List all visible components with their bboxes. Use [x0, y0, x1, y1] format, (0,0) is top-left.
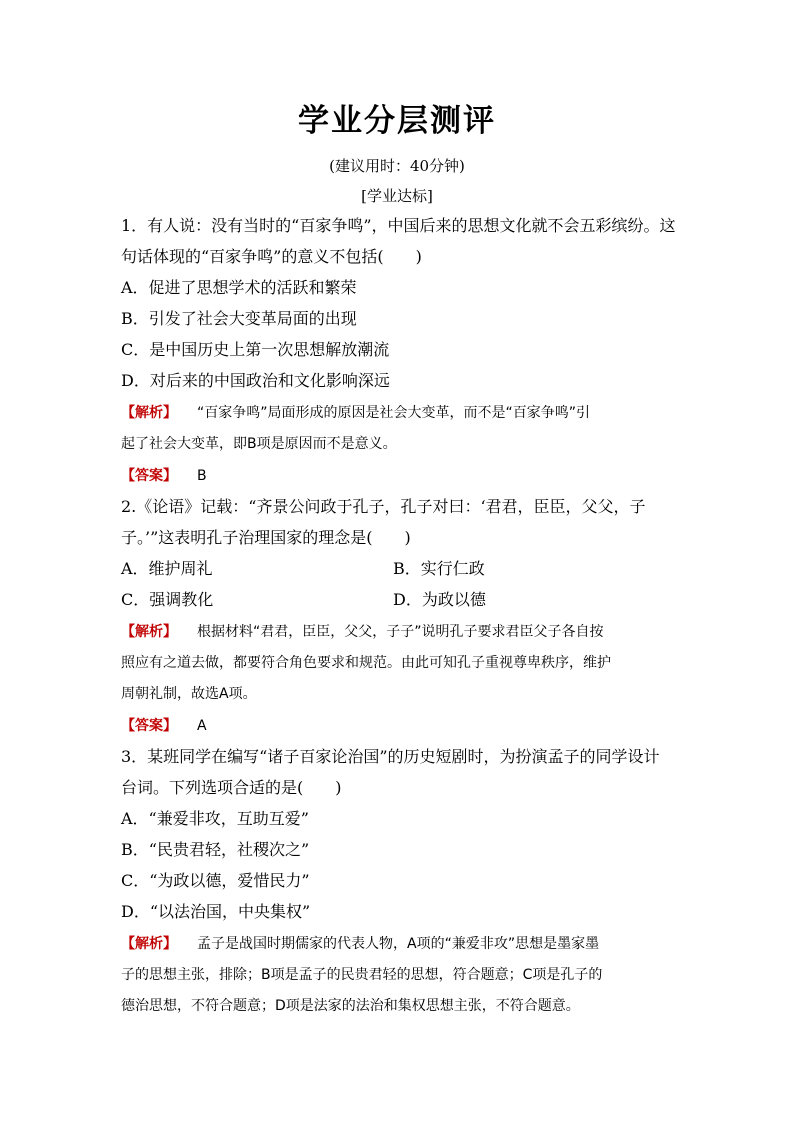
q2-stem-line1: 2.《论语》记载：“齐景公问政于孔子，孔子对曰：‘君君，臣臣，父父，子 [121, 497, 646, 516]
q1-analysis-line2: 起了社会大变革，即B项是原因而不是意义。 [121, 436, 397, 452]
q2-option-d: D．为政以德 [393, 590, 486, 609]
q2-analysis-line1 [121, 621, 604, 643]
q1-analysis-line1 [121, 402, 590, 424]
q2-option-b: B．实行仁政 [393, 559, 485, 578]
q1-answer [121, 465, 207, 487]
q3-option-c: C．“为政以德，爱惜民力” [121, 871, 310, 890]
q2-answer [121, 715, 207, 737]
q2-option-c: C．强调教化 [121, 590, 214, 609]
q1-analysis-text1: “百家争鸣”局面形成的原因是社会大变革，而不是“百家争鸣”引 [197, 405, 591, 421]
page-title: 学业分层测评 [298, 103, 496, 139]
q3-analysis-line3: 德治思想，不符合题意；D项是法家的法治和集权思想主张，不符合题意。 [121, 998, 580, 1014]
q2-answer-value: A [197, 718, 207, 734]
q3-analysis-line2: 子的思想主张，排除；B项是孟子的民贵君轻的思想，符合题意；C项是孔子的 [121, 967, 603, 983]
analysis-tag: 【解析】 [121, 405, 177, 421]
q3-analysis-text1: 孟子是战国时期儒家的代表人物，A项的“兼爱非攻”思想是墨家墨 [197, 936, 600, 952]
q2-analysis-line2: 照应有之道去做，都要符合角色要求和规范。由此可知孔子重视尊卑秩序，维护 [121, 655, 611, 671]
section-heading: [学业达标] [361, 187, 433, 205]
q1-option-d: D．对后来的中国政治和文化影响深远 [121, 371, 390, 390]
q2-analysis-line3: 周朝礼制，故选A项。 [121, 686, 257, 702]
analysis-tag: 【解析】 [121, 624, 177, 640]
q3-stem-line1: 3．某班同学在编写“诸子百家论治国”的历史短剧时，为扮演孟子的同学设计 [121, 747, 660, 766]
q1-stem-line1: 1．有人说：没有当时的“百家争鸣”，中国后来的思想文化就不会五彩缤纷。这 [121, 216, 676, 235]
time-suggestion: (建议用时：40分钟) [329, 157, 465, 175]
q3-option-d: D．“以法治国，中央集权” [121, 902, 311, 921]
analysis-tag: 【解析】 [121, 936, 177, 952]
q3-option-b: B．“民贵君轻，社稷次之” [121, 840, 310, 859]
q2-analysis-text1: 根据材料“君君，臣臣，父父，子子”说明孔子要求君臣父子各自按 [197, 624, 604, 640]
q1-option-c: C．是中国历史上第一次思想解放潮流 [121, 340, 390, 359]
answer-tag: 【答案】 [121, 718, 177, 734]
q1-stem-line2: 句话体现的“百家争鸣”的意义不包括( ) [121, 247, 422, 266]
q2-option-a: A．维护周礼 [121, 559, 213, 578]
q3-option-a: A．“兼爱非攻，互助互爱” [121, 809, 309, 828]
q2-stem-line2: 子。’”这表明孔子治理国家的理念是( ) [121, 528, 411, 547]
q1-answer-value: B [197, 468, 207, 484]
q1-option-a: A．促进了思想学术的活跃和繁荣 [121, 278, 357, 297]
q1-option-b: B．引发了社会大变革局面的出现 [121, 309, 357, 328]
answer-tag: 【答案】 [121, 468, 177, 484]
q3-analysis-line1 [121, 933, 599, 955]
q3-stem-line2: 台词。下列选项合适的是( ) [121, 778, 342, 797]
